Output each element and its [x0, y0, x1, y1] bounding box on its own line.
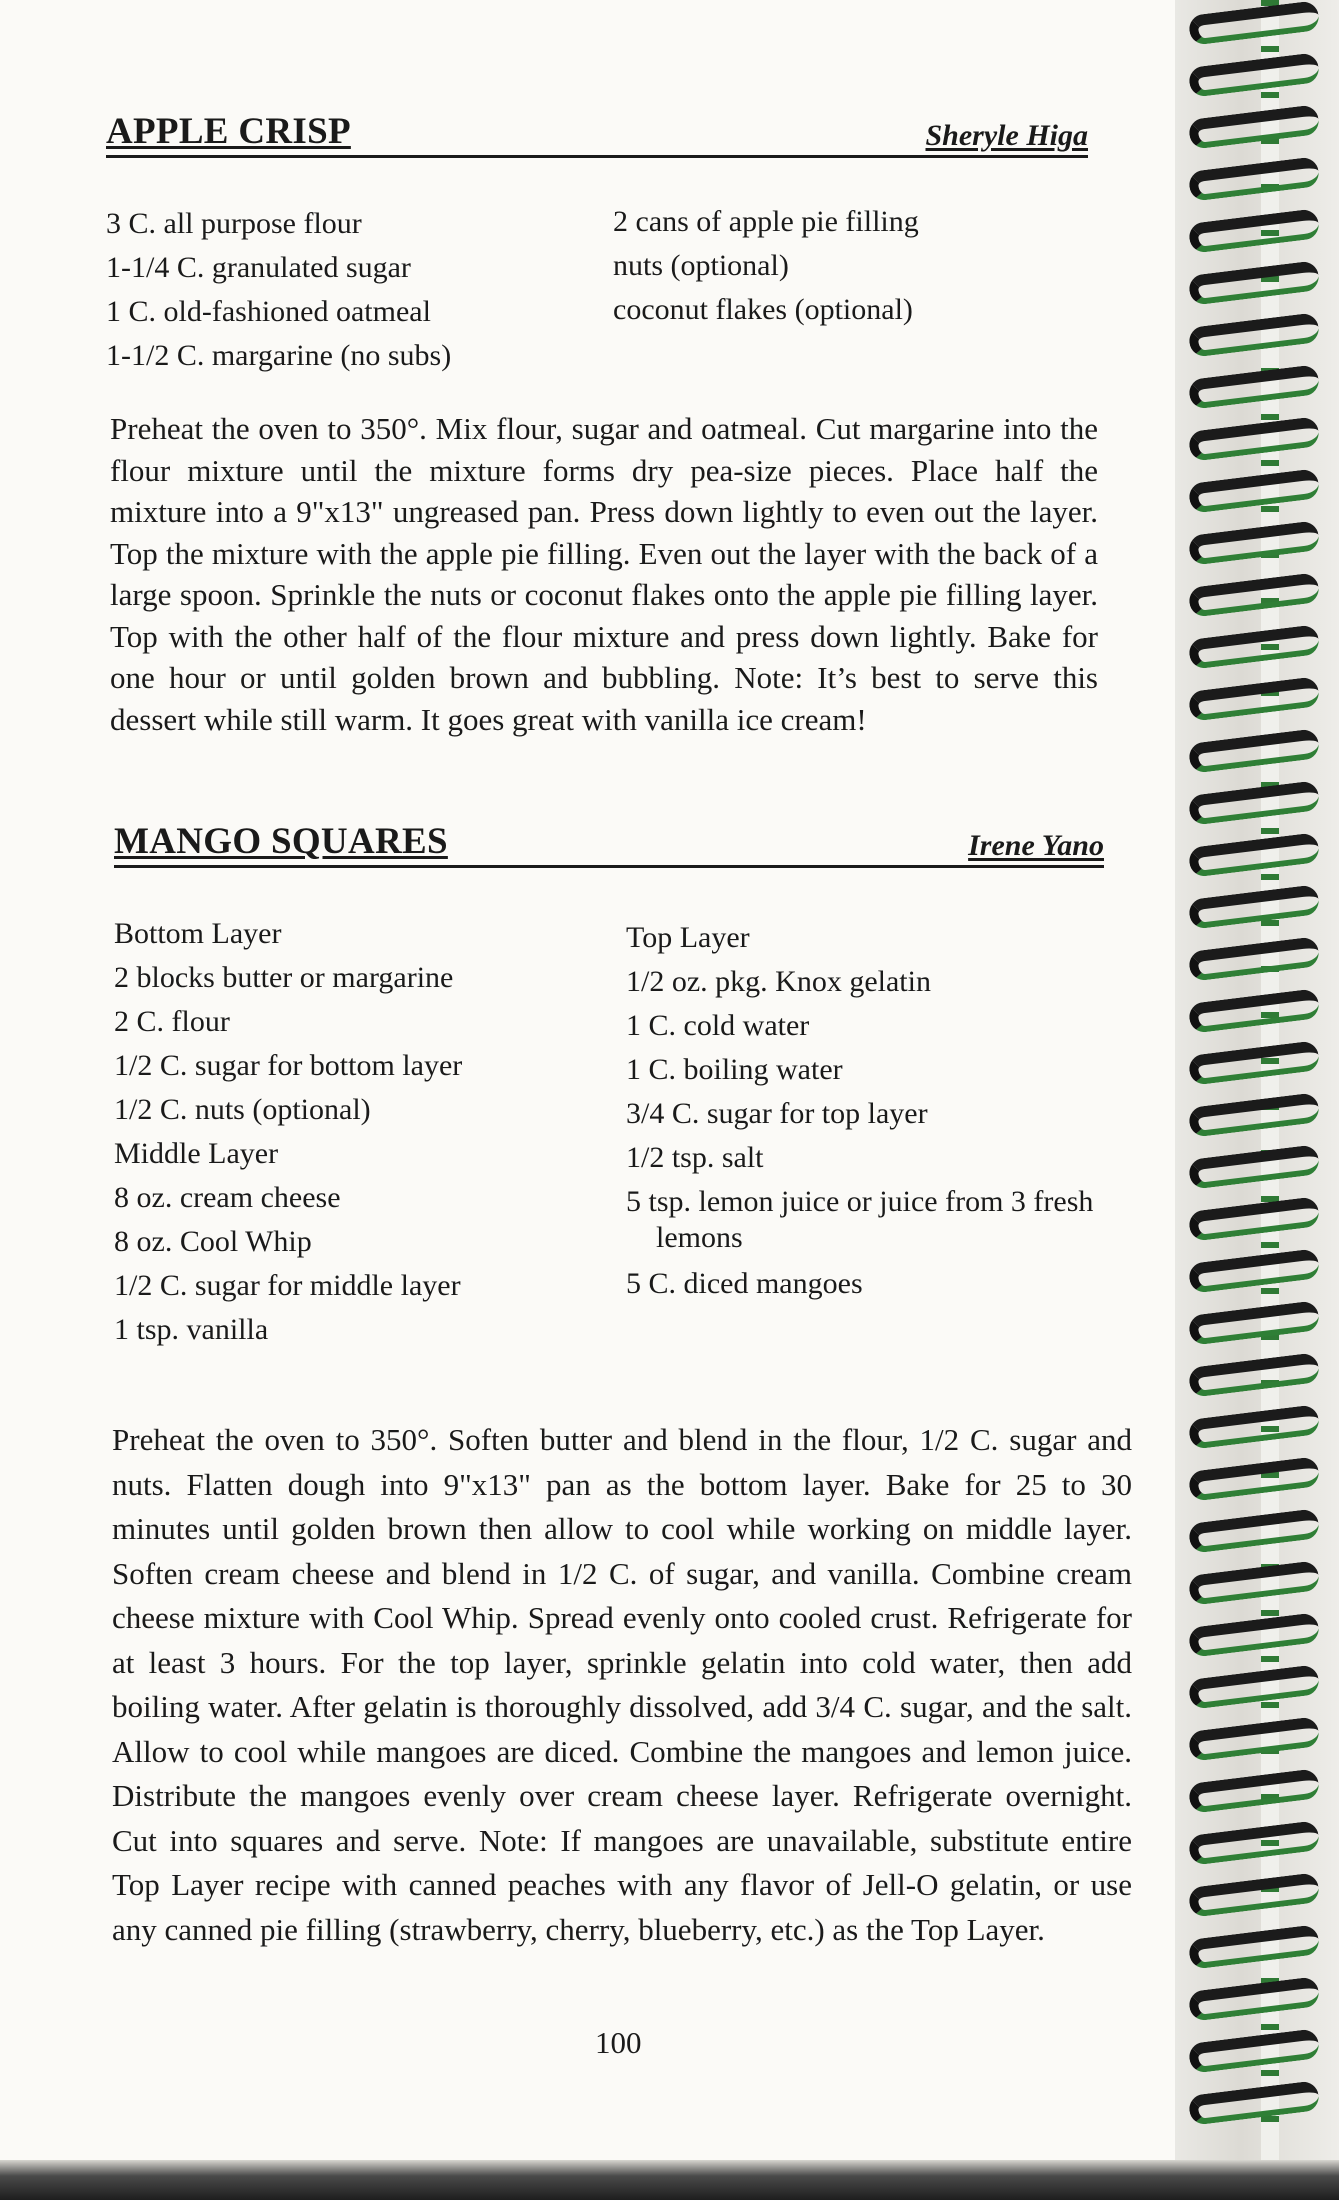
- ingredient: 3/4 C. sugar for top layer: [626, 1097, 928, 1130]
- mango-squares-ingredients-right: [626, 916, 1096, 1306]
- binding-coil: [1188, 1300, 1321, 1346]
- binding-coil: [1188, 1144, 1321, 1190]
- binding-coil: [1188, 1924, 1321, 1970]
- section-heading: Middle Layer: [114, 1137, 279, 1170]
- mango-squares-ingredients-left: [114, 912, 462, 1352]
- binding-coil: [1188, 1196, 1321, 1242]
- binding-coil: [1188, 832, 1321, 878]
- binding-coil: [1188, 1404, 1321, 1450]
- binding-coil: [1188, 988, 1321, 1034]
- binding-coil: [1188, 728, 1321, 774]
- ingredient: 2 blocks butter or margarine: [114, 961, 454, 994]
- binding-coil: [1188, 676, 1321, 722]
- binding-coil: [1188, 0, 1321, 46]
- binding-coil: [1188, 2080, 1321, 2126]
- spiral-binding: [1175, 0, 1339, 2200]
- binding-coil: [1188, 1976, 1321, 2022]
- binding-coil: [1188, 1456, 1321, 1502]
- mango-squares-title-row: [114, 820, 1104, 868]
- ingredient: 1/2 C. sugar for bottom layer: [114, 1049, 463, 1082]
- binding-coil: [1188, 1092, 1321, 1138]
- ingredient: 2 cans of apple pie filling: [613, 205, 919, 238]
- binding-coil: [1188, 468, 1321, 514]
- binding-coil: [1188, 1612, 1321, 1658]
- ingredient: 5 tsp. lemon juice or juice from 3 fresh lemons: [626, 1185, 1094, 1254]
- ingredient: coconut flakes (optional): [613, 293, 913, 326]
- ingredient: 5 C. diced mangoes: [626, 1267, 863, 1300]
- binding-coil: [1188, 1820, 1321, 1866]
- binding-coil: [1188, 1248, 1321, 1294]
- recipe-author: Sheryle Higa: [925, 119, 1088, 152]
- ingredient: nuts (optional): [613, 249, 789, 282]
- binding-coil: [1188, 312, 1321, 358]
- binding-coil: [1188, 572, 1321, 618]
- binding-coil: [1188, 520, 1321, 566]
- page-number: 100: [595, 2025, 642, 2060]
- binding-coil: [1188, 936, 1321, 982]
- ingredient: 1/2 oz. pkg. Knox gelatin: [626, 965, 931, 998]
- apple-crisp-directions: Preheat the oven to 350°. Mix flour, sugar and oatmeal. Cut margarine into the flour mixture until the mixture forms dry pea-size pieces. Place half the mixture into a 9"x13" ungreased pan. Press down lightly to even out the layer. Top the mixture with the apple pie filling. Even out the layer with the back of a large spoon. Sprinkle the nuts or coconut flakes onto the apple pie filling layer. Top with the other half of the flour mixture and press down lightly. Bake for one hour or until golden brown and bubbling. Note: It’s best to serve this dessert while still warm. It goes great with vanilla ice cream!: [110, 411, 1098, 737]
- section-heading: Top Layer: [626, 921, 750, 954]
- binding-coil: [1188, 1040, 1321, 1086]
- binding-coil: [1188, 624, 1321, 670]
- binding-coil: [1188, 1716, 1321, 1762]
- binding-coil: [1188, 416, 1321, 462]
- binding-coil: [1188, 364, 1321, 410]
- apple-crisp-ingredients-left: [106, 202, 451, 378]
- binding-coil: [1188, 52, 1321, 98]
- apple-crisp-ingredients-right: [613, 200, 919, 332]
- binding-coil: [1188, 208, 1321, 254]
- ingredient: 2 C. flour: [114, 1005, 230, 1038]
- binding-coil: [1188, 1768, 1321, 1814]
- binding-coil: [1188, 1664, 1321, 1710]
- binding-coil: [1188, 780, 1321, 826]
- binding-coil: [1188, 260, 1321, 306]
- section-heading: Bottom Layer: [114, 917, 282, 950]
- ingredient: 1-1/2 C. margarine (no subs): [106, 339, 452, 372]
- recipe-title: MANGO SQUARES: [114, 821, 448, 862]
- ingredient: 3 C. all purpose flour: [106, 207, 362, 240]
- binding-coil: [1188, 1508, 1321, 1554]
- binding-coil: [1188, 1352, 1321, 1398]
- recipe-title: APPLE CRISP: [106, 111, 351, 152]
- apple-crisp-title-row: [106, 110, 1088, 158]
- mango-squares-directions: Preheat the oven to 350°. Soften butter and blend in the flour, 1/2 C. sugar and nuts. Flatten dough into 9"x13" pan as the bottom layer. Bake for 25 to 30 minutes until golden brown then allow to cool while working on middle layer. Soften cream cheese and blend in 1/2 C. of sugar, and vanilla. Combine cream cheese mixture with Cool Whip. Spread evenly onto cooled crust. Refrigerate for at least 3 hours. For the top layer, sprinkle gelatin into cold water, then add boiling water. After gelatin is thoroughly dissolved, add 3/4 C. sugar, and the salt. Allow to cool while mangoes are diced. Combine the mangoes and lemon juice. Distribute the mangoes evenly over cream cheese layer. Refrigerate overnight. Cut into squares and serve. Note: If mangoes are unavailable, substitute entire Top Layer recipe with canned peaches with any flavor of Jell-O gelatin, or use any canned pie filling (strawberry, cherry, blueberry, etc.) as the Top Layer.: [112, 1422, 1132, 1947]
- ingredient: 1/2 C. sugar for middle layer: [114, 1269, 461, 1302]
- binding-coil: [1188, 884, 1321, 930]
- ingredient: 8 oz. Cool Whip: [114, 1225, 312, 1258]
- ingredient: 1 tsp. vanilla: [114, 1313, 269, 1346]
- recipe-author: Irene Yano: [968, 829, 1104, 862]
- binding-coil: [1188, 1560, 1321, 1606]
- ingredient: 1 C. boiling water: [626, 1053, 843, 1086]
- binding-coil: [1188, 2028, 1321, 2074]
- binding-coil: [1188, 1872, 1321, 1918]
- ingredient: 1-1/4 C. granulated sugar: [106, 251, 411, 284]
- ingredient: 1 C. cold water: [626, 1009, 810, 1042]
- page-bottom-edge: [0, 2160, 1339, 2200]
- ingredient: 1/2 tsp. salt: [626, 1141, 764, 1174]
- binding-coil: [1188, 104, 1321, 150]
- ingredient: 8 oz. cream cheese: [114, 1181, 341, 1214]
- ingredient: 1 C. old-fashioned oatmeal: [106, 295, 431, 328]
- ingredient: 1/2 C. nuts (optional): [114, 1093, 371, 1126]
- binding-coil: [1188, 156, 1321, 202]
